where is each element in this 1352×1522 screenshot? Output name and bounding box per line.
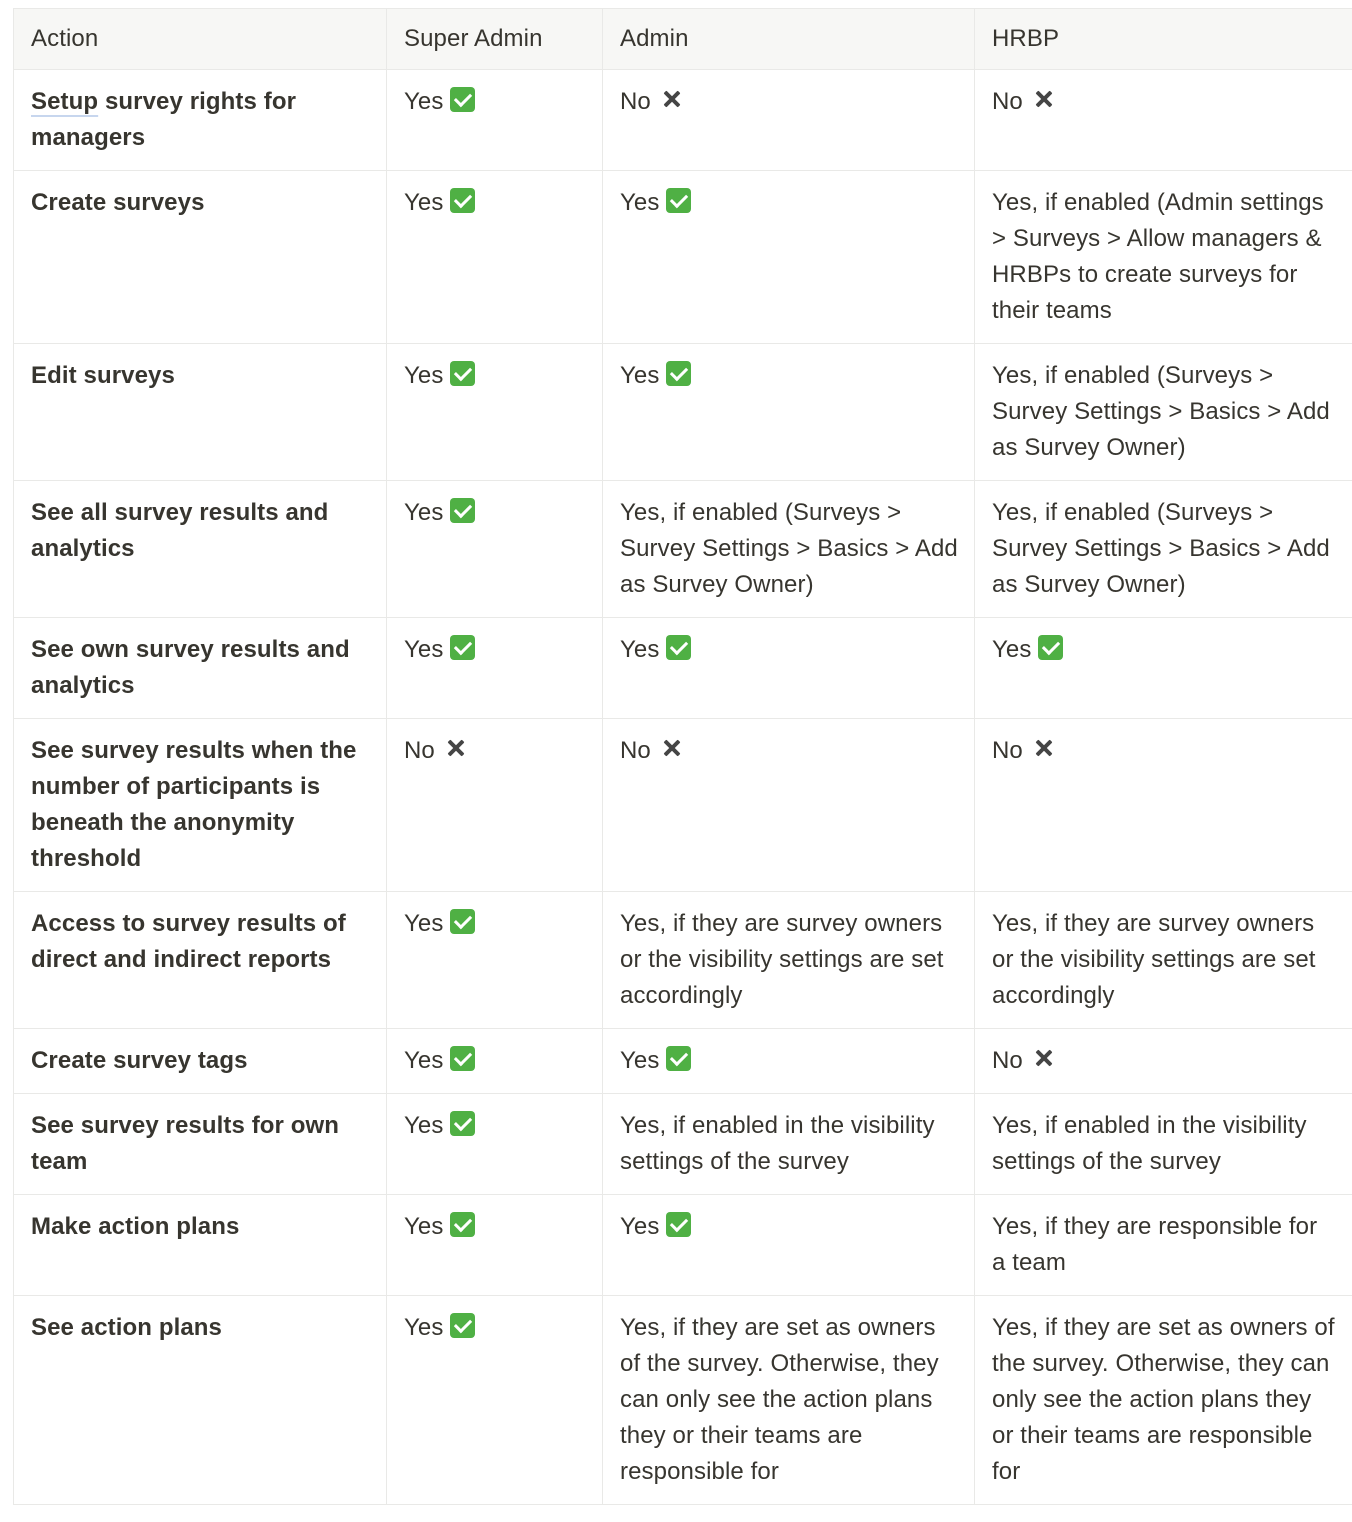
permission-text: Yes [404,1112,444,1139]
header-admin: Admin [603,9,975,70]
permission-text: Yes [620,636,660,663]
table-row [14,171,1352,344]
hrbp-permission-cell [975,481,1352,618]
table-row [14,1029,1352,1094]
check-icon [450,1212,475,1237]
hrbp-permission-cell [975,1029,1352,1094]
spelling-hint-underline: Setup [31,88,99,115]
permission-text: Yes, if enabled (Admin settings > Surveys > Allow managers & HRBPs to create surveys for their teams [992,189,1324,324]
action-cell [14,892,387,1029]
header-super-admin: Super Admin [387,9,603,70]
permission-text: Yes, if they are set as owners of the survey. Otherwise, they can only see the action plans they or their teams are responsible for [620,1314,939,1485]
action-cell [14,171,387,344]
permission-text: Yes [992,636,1032,663]
table-row [14,70,1352,171]
hrbp-permission-cell [975,618,1352,719]
permission-text: Yes, if enabled (Surveys > Survey Settings > Basics > Add as Survey Owner) [992,362,1330,461]
permission-text: Yes, if they are responsible for a team [992,1213,1318,1276]
hrbp-permission-cell [975,70,1352,171]
super-admin-permission-cell [387,1094,603,1195]
action-label: Setup survey rights for managers [31,88,297,151]
action-cell [14,1195,387,1296]
cross-icon [663,90,681,108]
check-icon [666,1212,691,1237]
permission-text: Yes, if enabled (Surveys > Survey Settings > Basics > Add as Survey Owner) [620,499,958,598]
action-label: Create survey tags [31,1047,248,1074]
permission-text: Yes [404,910,444,937]
super-admin-permission-cell [387,1195,603,1296]
check-icon [666,188,691,213]
permission-text: Yes, if they are survey owners or the visibility settings are set accordingly [992,910,1316,1009]
permission-text: Yes [404,362,444,389]
super-admin-permission-cell [387,171,603,344]
action-cell [14,481,387,618]
action-cell [14,344,387,481]
action-label: See all survey results and analytics [31,499,329,562]
header-action: Action [14,9,387,70]
permission-text: Yes, if enabled in the visibility settings of the survey [992,1112,1307,1175]
check-icon [666,635,691,660]
check-icon [666,1046,691,1071]
admin-permission-cell [603,1094,975,1195]
table-header-row [14,9,1352,70]
super-admin-permission-cell [387,481,603,618]
action-label: Create surveys [31,189,205,216]
table-row [14,892,1352,1029]
permission-text: Yes, if enabled (Surveys > Survey Settings > Basics > Add as Survey Owner) [992,499,1330,598]
admin-permission-cell [603,171,975,344]
check-icon [450,361,475,386]
table-body [14,70,1352,1505]
action-label: Make action plans [31,1213,240,1240]
action-cell [14,719,387,892]
table-row [14,1296,1352,1505]
cross-icon [663,739,681,757]
hrbp-permission-cell [975,171,1352,344]
hrbp-permission-cell [975,719,1352,892]
admin-permission-cell [603,70,975,171]
admin-permission-cell [603,892,975,1029]
check-icon [450,188,475,213]
permission-text: Yes [620,362,660,389]
permission-text: Yes [404,1047,444,1074]
super-admin-permission-cell [387,892,603,1029]
check-icon [450,909,475,934]
permission-text: No [992,88,1023,115]
check-icon [450,87,475,112]
permission-text: Yes [404,88,444,115]
super-admin-permission-cell [387,70,603,171]
cross-icon [447,739,465,757]
super-admin-permission-cell [387,344,603,481]
permissions-table [13,8,1352,1505]
admin-permission-cell [603,1296,975,1505]
action-label: See own survey results and analytics [31,636,350,699]
permission-text: No [620,737,651,764]
permission-text: Yes [404,636,444,663]
admin-permission-cell [603,1029,975,1094]
permission-text: Yes [404,1213,444,1240]
hrbp-permission-cell [975,1296,1352,1505]
permission-text: Yes, if enabled in the visibility settings of the survey [620,1112,935,1175]
permission-text: No [404,737,435,764]
permission-text: No [620,88,651,115]
hrbp-permission-cell [975,1195,1352,1296]
super-admin-permission-cell [387,719,603,892]
action-cell [14,1029,387,1094]
permission-text: Yes, if they are set as owners of the survey. Otherwise, they can only see the action plans they or their teams are responsible for [992,1314,1335,1485]
header-hrbp: HRBP [975,9,1352,70]
check-icon [450,498,475,523]
cross-icon [1035,90,1053,108]
check-icon [1038,635,1063,660]
table-row [14,481,1352,618]
cross-icon [1035,1049,1053,1067]
action-label: See action plans [31,1314,222,1341]
table-row [14,618,1352,719]
permission-text: No [992,1047,1023,1074]
permission-text: Yes [620,1047,660,1074]
action-cell [14,1094,387,1195]
action-cell [14,618,387,719]
check-icon [450,635,475,660]
action-label: See survey results for own team [31,1112,340,1175]
admin-permission-cell [603,719,975,892]
table-row [14,1094,1352,1195]
action-label: Access to survey results of direct and indirect reports [31,910,346,973]
check-icon [450,1046,475,1071]
admin-permission-cell [603,1195,975,1296]
hrbp-permission-cell [975,1094,1352,1195]
action-label: Edit surveys [31,362,175,389]
permission-text: Yes, if they are survey owners or the visibility settings are set accordingly [620,910,944,1009]
table-row [14,1195,1352,1296]
check-icon [450,1313,475,1338]
check-icon [450,1111,475,1136]
action-cell [14,1296,387,1505]
permission-text: Yes [620,189,660,216]
super-admin-permission-cell [387,1029,603,1094]
admin-permission-cell [603,481,975,618]
super-admin-permission-cell [387,618,603,719]
cross-icon [1035,739,1053,757]
admin-permission-cell [603,344,975,481]
super-admin-permission-cell [387,1296,603,1505]
action-cell [14,70,387,171]
permission-text: No [992,737,1023,764]
permission-text: Yes [404,189,444,216]
permission-text: Yes [404,499,444,526]
permissions-table-container [13,8,1352,1505]
hrbp-permission-cell [975,892,1352,1029]
admin-permission-cell [603,618,975,719]
action-label: See survey results when the number of participants is beneath the anonymity threshold [31,737,357,872]
check-icon [666,361,691,386]
permission-text: Yes [620,1213,660,1240]
table-row [14,344,1352,481]
table-row [14,719,1352,892]
permission-text: Yes [404,1314,444,1341]
hrbp-permission-cell [975,344,1352,481]
